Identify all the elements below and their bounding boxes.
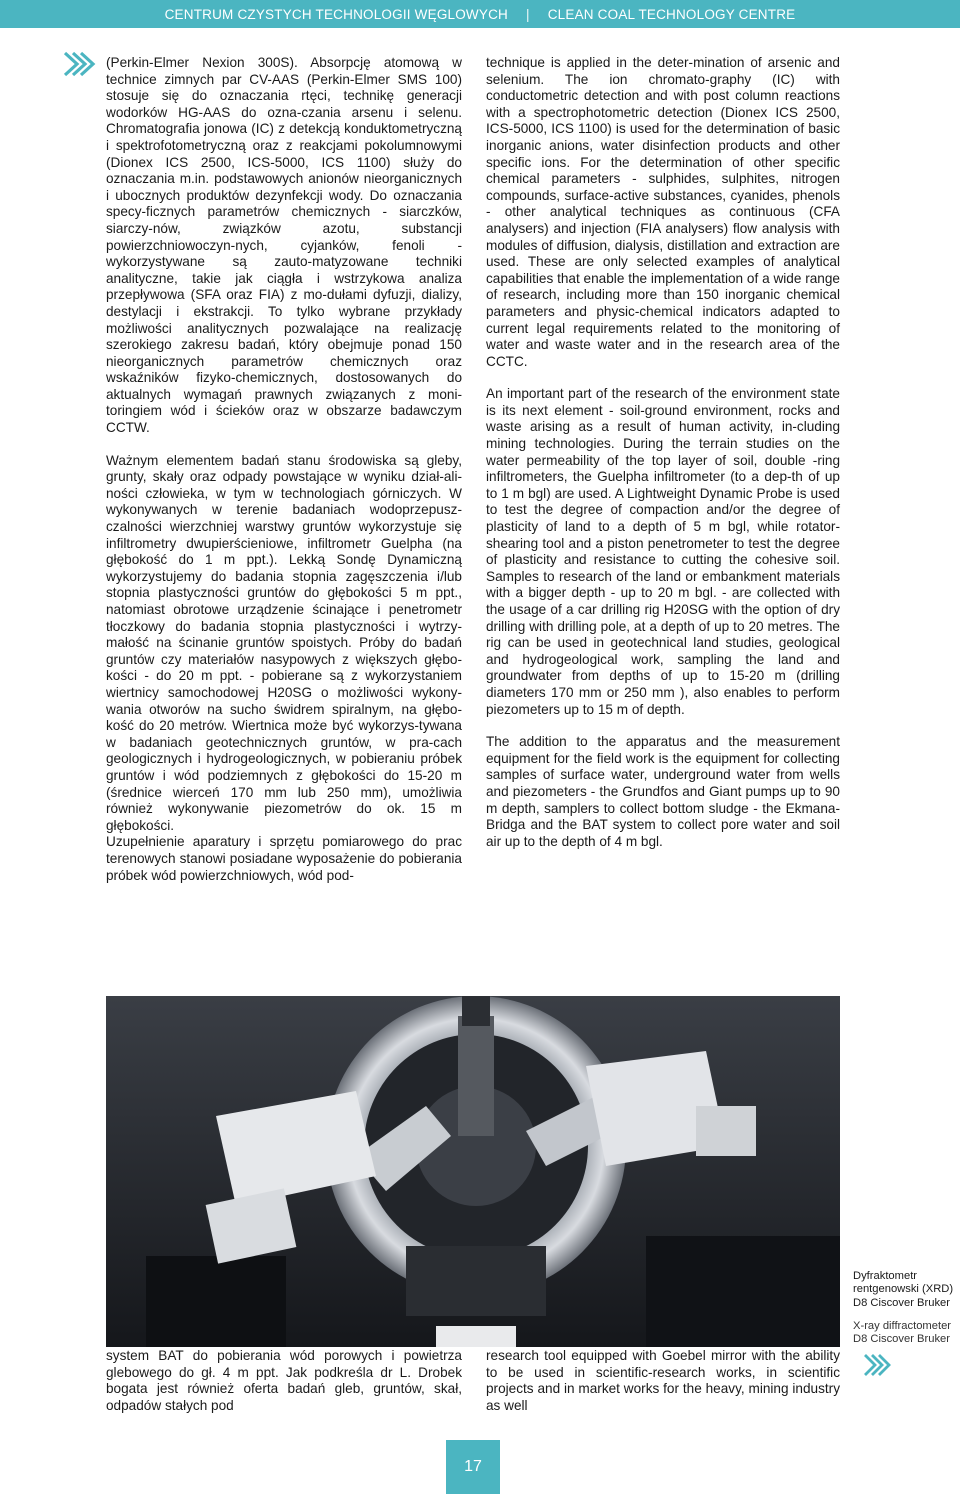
bottom-right-paragraph: research tool equipped with Goebel mirror with the ability to be used in scientific-research works, in scientific projects and in market works for the heavy, mining industry as well <box>486 1348 840 1413</box>
double-chevron-right-icon <box>862 1352 892 1378</box>
left-paragraph-2: Ważnym elementem badań stanu środowiska są gleby, grunty, skały oraz odpady powstające w wyniku dział-ali-ności człowieka, w tym w technologiach górniczych. W wykonywanych w terenie badaniach wodoprzepusz-czalności wierzchniej warstwy gruntów wykorzystuje się infiltrometry dwupierścieniowe, infiltrometr Guelpha (na głębokość do 1 m ppt.). Lekką Sondę Dynamiczną wykorzystujemy do badania stopnia zagęszczenia i/lub stopnia plastyczności gruntów do głębokości 5 m ppt., natomiast obrotowe urządzenie ścinające i penetrometr tłoczkowy do badania stopnia plastyczności i wytrzy-małość na ścinanie gruntów spoistych. Próby do badań gruntów czy materiałów nasypowych z większych głębo-kości - do 20 m ppt. - pobierane są z wykorzystaniem wiertnicy samochodowej H20SG o możliwości wykony-wania otworów na sucho świdrem spiralnym, na głębo-kość do 20 metrów. Wiertnica może być wykorzys-tywana w badaniach geotechnicznych gruntów, w pra-cach geologicznych i hydrogeologicznych, w pobieraniu próbek gruntów i wód podziemnych z głębokości do 15-20 m (średnice wierceń 170 mm lub 250 mm), umożliwia również wykonywanie piezometrów do ok. 15 m głębokości. <box>106 452 462 833</box>
right-paragraph-3: The addition to the apparatus and the measurement equipment for the field work is the equipment for collecting samples of surface water, underground water from wells and piezometers - the Grundfos and Giant pumps up to 90 m depth, samplers to collect bottom sludge - the Ekmana-Bridga and the BAT system to collect pore water and soil air up to the depth of 4 m bgl. <box>486 734 840 849</box>
right-paragraph-2: An important part of the research of the environment state is its next element - soil-ground environment, rocks and waste arising as a result of human activity, in-cluding mining technologies. During the terrain studies on the water permeability of the top layer of soil, double -ring infiltrometers, the Guelpha infiltrometer (to a dep-th of up to 1 m bgl) are used. A Lightweight Dynamic Probe is used to test the degree of compaction and/or the degree of plasticity of land to a depth of 5 m bgl, while rotator-shearing tool and a piston penetrometer to test the degree of plasticity and resistance to cutting the cohesive soil. Samples to research of the land or embankment materials with a bigger depth - up to 20 m bgl. - are collected with the usage of a car drilling rig H20SG with the option of dry drilling with drilling pole, at a depth of up to 20 metres. The rig can be used in geotechnical land studies, geological and hydrogeological work, sampling the land and groundwater from depths of up to 15-20 m (drilling diameters 170 mm or 250 mm ), also enables to perform piezometers up to 15 m of depth. <box>486 386 840 717</box>
xrd-diffractometer-photo <box>106 996 840 1347</box>
photo-caption-english: X-ray diffractometer D8 Ciscover Bruker <box>853 1320 952 1346</box>
right-paragraph-1: technique is applied in the deter-mination of arsenic and selenium. The ion chromato-graphy (IC) with conductometric detection and with post column reactions with a spectrophotometric detection (Dionex ICS 2500, ICS-5000, ICS 1100) is used for the determination of basic inorganic anions, water disinfection products and other specific ions. For the determination of other specific chemical parameters - sulphides, sulphites, nitrogen compounds, surface-active substances, cyanides, phenols - other analytical techniques as continuous (CFA analysers) and injection (FIA analysers) flow analysis with modules of diffusion, dialysis, distillation and extraction are used. These are only selected examples of analytical capabilities that enable the implementation of a wide range of research, including more than 150 inorganic chemical parameters and physic-chemical indicators adapted to current legal requirements related to the monitoring of water and waste water and in the research area of the CCTC. <box>486 55 840 369</box>
left-paragraph-1: (Perkin-Elmer Nexion 300S). Absorpcję atomową w technice zimnych par CV-AAS (Perkin-Elmer SMS 100) stosuje się do oznaczania rtęci, technikę generacji wodorków HG-AAS do ozna-czania arsenu i selenu. Chromatografia jonowa (IC) z detekcją konduktometryczną i spektrofotometryczną oraz z reakcjami pokolumnowymi (Dionex ICS 2500, ICS-5000, ICS 1100) służy do oznaczania m.in. podstawowych anionów nieorganicznych i ubocznych produktów dezynfekcji wody. Do oznaczania specy-ficznych parametrów chemicznych - siarczków, siarczy-nów, związków azotu, substancji powierzchniowoczyn-nych, cyjanków, fenoli - wykorzystywane są zauto-matyzowane techniki analityczne, takie jak ciągła i wstrzykowa analiza przepływowa (SFA oraz FIA) z mo-dułami dyfuzji, dializy, destylacji i ekstrakcji. To tylko wybrane przykłady możliwości analitycznych pozwalające na realizację szerokiego zakresu badań, który obejmuje ponad 150 nieorganicznych parametrów chemicznych oraz wskaźników fizyko-chemicznych, dostosowanych do aktualnych wymagań prawnych związanych z moni-toringiem wód i ścieków oraz w obszarze badawczym CCTW. <box>106 55 462 436</box>
header-separator: | <box>525 6 530 22</box>
header-left-title: CENTRUM CZYSTYCH TECHNOLOGII WĘGLOWYCH <box>164 6 508 22</box>
page-number: 17 <box>446 1440 500 1494</box>
left-column-polish <box>106 55 462 884</box>
photo-caption-polish: Dyfraktometr rentgenowski (XRD) D8 Ciscover Bruker <box>853 1270 954 1309</box>
header-right-title: CLEAN COAL TECHNOLOGY CENTRE <box>547 6 796 22</box>
right-column-english <box>486 55 840 850</box>
left-paragraph-3: Uzupełnienie aparatury i sprzętu pomiarowego do prac terenowych stanowi posiadane wyposażenie do pobierania próbek wód powierzchniowych, wód pod- <box>106 834 462 883</box>
double-chevron-right-icon <box>62 50 98 78</box>
diffractometer-illustration <box>106 996 840 1347</box>
running-header <box>0 0 960 28</box>
bottom-left-paragraph: system BAT do pobierania wód porowych i powietrza glebowego do gł. 4 m ppt. Jak podkreśla dr L. Drobek bogata jest również oferta badań gleb, gruntów, skał, odpadów stałych pod <box>106 1348 462 1413</box>
